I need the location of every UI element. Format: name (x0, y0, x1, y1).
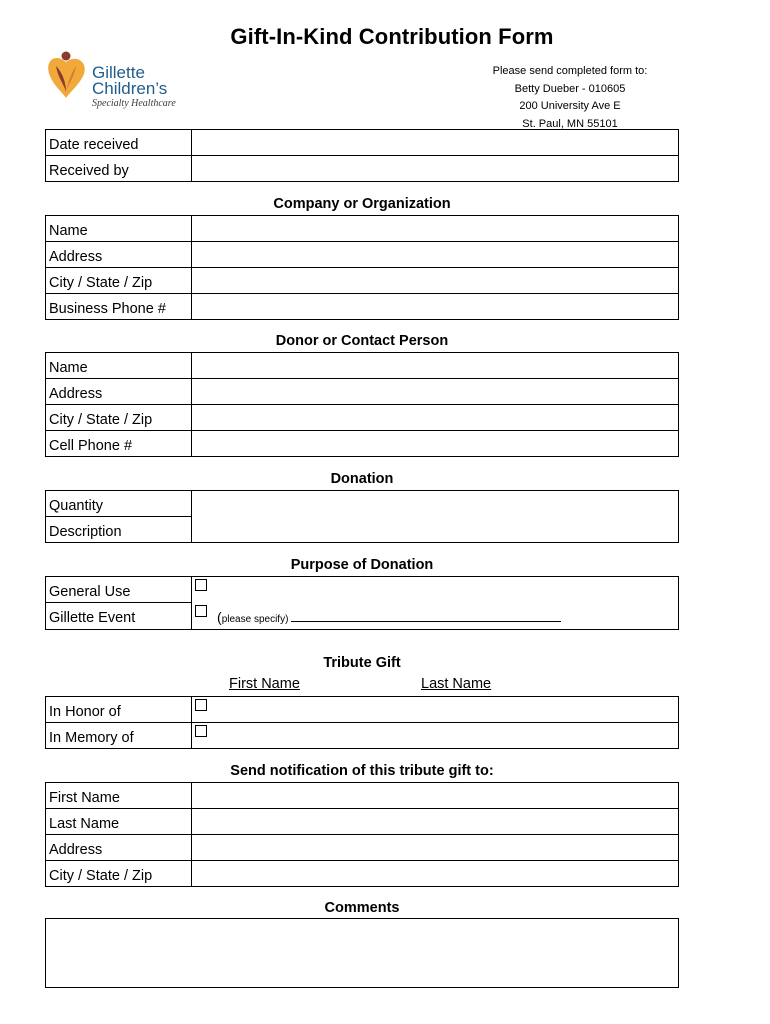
tribute-table (45, 696, 679, 749)
table-row (46, 809, 679, 835)
company-name-field[interactable] (192, 216, 679, 242)
received-by-field[interactable] (192, 156, 679, 182)
donor-table (45, 352, 679, 457)
donor-heading: Donor or Contact Person (275, 333, 449, 349)
table-row (46, 697, 679, 723)
form-title: Gift-In-Kind Contribution Form (230, 24, 554, 49)
notify-first-name-label: First Name (46, 783, 192, 809)
specify-line-field[interactable] (291, 611, 561, 622)
company-heading: Company or Organization (273, 196, 451, 212)
table-row (46, 405, 679, 431)
notify-address-field[interactable] (192, 835, 679, 861)
gillette-event-checkbox[interactable] (195, 605, 207, 617)
comments-heading: Comments (324, 900, 400, 916)
specify-paren: ( (217, 608, 222, 625)
mail-to-line-3: 200 University Ave E (519, 100, 621, 112)
table-row (46, 130, 679, 156)
table-row (46, 156, 679, 182)
first-name-column-header: First Name (229, 676, 300, 692)
table-row (46, 783, 679, 809)
donor-address-label: Address (46, 379, 192, 405)
donation-table (45, 490, 679, 543)
donor-phone-field[interactable] (192, 431, 679, 457)
mail-to-line-2: Betty Dueber - 010605 (514, 82, 626, 95)
specify-label: please specify) (221, 613, 289, 625)
in-honor-checkbox[interactable] (195, 699, 207, 711)
general-use-checkbox[interactable] (195, 579, 207, 591)
tribute-heading: Tribute Gift (323, 655, 401, 671)
donor-address-field[interactable] (192, 379, 679, 405)
table-row (46, 242, 679, 268)
description-label: Description (46, 517, 192, 543)
table-row (46, 723, 679, 749)
notify-address-label: Address (46, 835, 192, 861)
table-row (46, 491, 679, 517)
mailing-address (470, 63, 670, 133)
in-memory-label: In Memory of (46, 723, 192, 749)
mail-to-line-4: St. Paul, MN 55101 (522, 117, 618, 130)
table-row (46, 835, 679, 861)
notify-last-name-field[interactable] (192, 809, 679, 835)
donor-city-field[interactable] (192, 405, 679, 431)
table-row (46, 577, 679, 603)
table-row (46, 216, 679, 242)
comments-field[interactable] (45, 918, 679, 988)
table-row (46, 431, 679, 457)
company-phone-label: Business Phone # (46, 294, 192, 320)
notify-city-label: City / State / Zip (46, 861, 192, 887)
donor-name-label: Name (46, 353, 192, 379)
mail-to-line-1: Please send completed form to: (492, 65, 648, 77)
gillette-logo (44, 48, 204, 114)
in-honor-cell[interactable] (192, 697, 679, 723)
notification-table (45, 782, 679, 887)
company-city-field[interactable] (192, 268, 679, 294)
general-use-cell (192, 577, 679, 603)
company-name-label: Name (46, 216, 192, 242)
company-phone-field[interactable] (192, 294, 679, 320)
table-row (46, 353, 679, 379)
gillette-event-label: Gillette Event (46, 603, 192, 630)
last-name-column-header: Last Name (421, 676, 492, 692)
company-table (45, 215, 679, 320)
table-row (46, 861, 679, 887)
gillette-logo-icon (44, 48, 90, 100)
gillette-event-cell (192, 603, 679, 630)
purpose-heading: Purpose of Donation (290, 557, 434, 573)
in-memory-cell[interactable] (192, 723, 679, 749)
please-specify (217, 608, 561, 629)
company-address-label: Address (46, 242, 192, 268)
notification-heading: Send notification of this tribute gift to: (230, 763, 494, 779)
table-row (46, 294, 679, 320)
general-use-label: General Use (46, 577, 192, 603)
purpose-table (45, 576, 679, 630)
table-row (46, 379, 679, 405)
received-by-label: Received by (46, 156, 192, 182)
donor-city-label: City / State / Zip (46, 405, 192, 431)
in-honor-label: In Honor of (46, 697, 192, 723)
donation-details-field[interactable] (192, 491, 679, 543)
donor-name-field[interactable] (192, 353, 679, 379)
logo-line-2: Children’s (92, 79, 168, 98)
in-memory-checkbox[interactable] (195, 725, 207, 737)
notify-first-name-field[interactable] (192, 783, 679, 809)
company-address-field[interactable] (192, 242, 679, 268)
logo-line-1: Gillette (92, 63, 145, 82)
notify-city-field[interactable] (192, 861, 679, 887)
receipt-table (45, 129, 679, 182)
donor-phone-label: Cell Phone # (46, 431, 192, 457)
table-row (46, 603, 679, 630)
quantity-label: Quantity (46, 491, 192, 517)
notify-last-name-label: Last Name (46, 809, 192, 835)
table-row (46, 268, 679, 294)
date-received-label: Date received (46, 130, 192, 156)
company-city-label: City / State / Zip (46, 268, 192, 294)
donation-heading: Donation (330, 471, 394, 487)
date-received-field[interactable] (192, 130, 679, 156)
logo-tagline: Specialty Healthcare (92, 98, 176, 109)
